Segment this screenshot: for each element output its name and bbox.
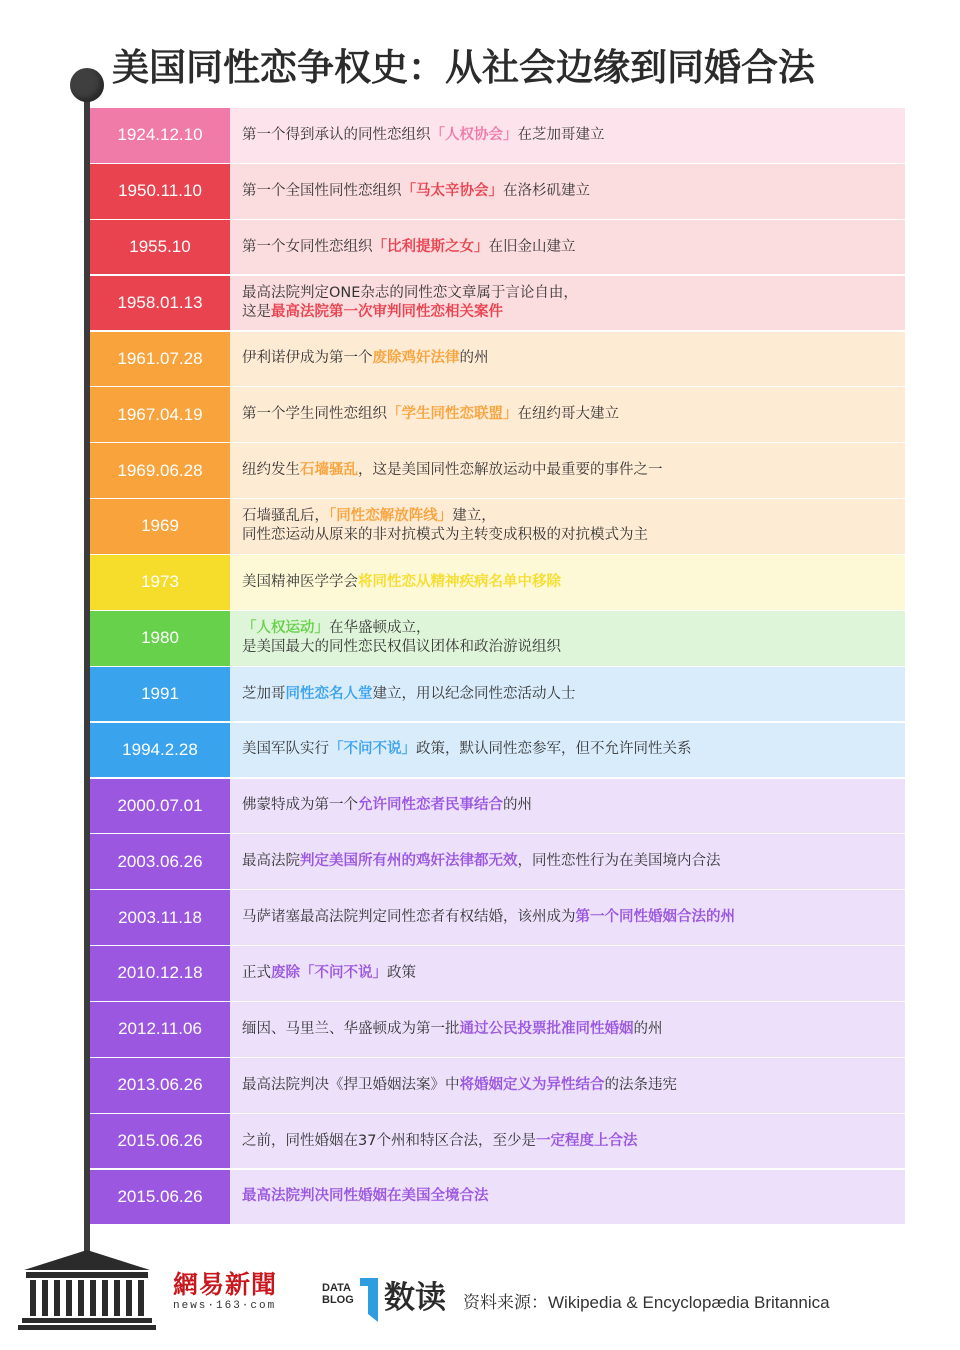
- description-line: [242, 1020, 905, 1039]
- plain-text: 第一个女同性恋组织: [242, 238, 373, 255]
- description-line: [242, 852, 905, 871]
- plain-text: 在芝加哥建立: [517, 126, 605, 143]
- highlight-text: 「人权协会」: [430, 126, 518, 143]
- event-date: 2010.12.18: [90, 946, 230, 1001]
- event-date: 1958.01.13: [90, 276, 230, 331]
- event-date: 2000.07.01: [90, 779, 230, 834]
- description-line: [242, 238, 905, 257]
- plain-text: 缅因、马里兰、华盛顿成为第一批: [242, 1020, 460, 1037]
- plain-text: 最高法院: [242, 853, 300, 870]
- event-date: 2015.06.26: [90, 1114, 230, 1169]
- timeline-row: [90, 1002, 905, 1057]
- event-date: 2003.11.18: [90, 890, 230, 945]
- event-date: 1991: [90, 667, 230, 722]
- event-description: [230, 946, 905, 1001]
- event-description: [230, 1002, 905, 1057]
- plain-text: 第一个得到承认的同性恋组织: [242, 126, 431, 143]
- event-description: [230, 332, 905, 387]
- description-line: [242, 638, 905, 657]
- event-description: [230, 276, 905, 331]
- plain-text: 是美国最大的同性恋民权倡议团体和政治游说组织: [242, 639, 561, 656]
- plain-text: 的州: [459, 350, 489, 367]
- highlight-text: 「马太辛协会」: [401, 182, 503, 199]
- plain-text: 正式: [242, 964, 271, 981]
- timeline-row: [90, 108, 905, 163]
- plain-text: 之前，同性婚姻在37个州和特区合法，至少是: [242, 1132, 536, 1149]
- plain-text: 马萨诸塞最高法院判定同性恋者有权结婚，该州成为: [242, 909, 576, 926]
- plain-text: 在华盛顿成立，: [329, 620, 431, 637]
- shudu-logo-text: 数读: [384, 1280, 446, 1316]
- timeline-row: [90, 332, 905, 387]
- event-description: [230, 1114, 905, 1169]
- event-date: 1950.11.10: [90, 164, 230, 219]
- highlight-text: 废除「不问不说」: [271, 964, 387, 981]
- highlight-text: 一定程度上合法: [535, 1132, 638, 1149]
- highlight-text: 同性恋名人堂: [285, 685, 373, 702]
- timeline-row: [90, 1114, 905, 1169]
- netease-logo-en: news·163·com: [173, 1300, 277, 1312]
- description-line: [242, 126, 905, 145]
- description-line: [242, 1187, 905, 1206]
- description-line: [242, 619, 905, 638]
- event-date: 1961.07.28: [90, 332, 230, 387]
- highlight-text: 「学生同性恋联盟」: [387, 406, 518, 423]
- event-date: 1980: [90, 611, 230, 666]
- highlight-text: 石墙骚乱: [300, 462, 358, 479]
- highlight-text: 将同性恋从精神疾病名单中移除: [358, 573, 561, 590]
- description-line: [242, 964, 905, 983]
- highlight-text: 允许同性恋者民事结合: [358, 797, 503, 814]
- event-date: 1924.12.10: [90, 108, 230, 163]
- event-date: 2003.06.26: [90, 834, 230, 889]
- plain-text: 建立，: [452, 508, 496, 525]
- description-line: [242, 740, 905, 759]
- timeline-row: [90, 555, 905, 610]
- event-description: [230, 555, 905, 610]
- timeline-row: [90, 946, 905, 1001]
- description-line: [242, 526, 905, 545]
- timeline: [90, 108, 905, 1226]
- description-line: [242, 908, 905, 927]
- plain-text: 在旧金山建立: [488, 238, 576, 255]
- event-description: [230, 1170, 905, 1225]
- highlight-text: 废除鸡奸法律: [372, 350, 460, 367]
- timeline-row: [90, 1058, 905, 1113]
- event-description: [230, 164, 905, 219]
- plain-text: 的州: [633, 1020, 663, 1037]
- highlight-text: 最高法院第一次审判同性恋相关案件: [271, 303, 503, 320]
- description-line: [242, 573, 905, 592]
- datablog-logo: [322, 1278, 457, 1326]
- description-line: [242, 461, 905, 480]
- event-description: [230, 387, 905, 442]
- timeline-row: [90, 276, 905, 331]
- plain-text: 建立，用以纪念同性恋活动人士: [372, 685, 576, 702]
- highlight-text: 第一个同性婚姻合法的州: [575, 909, 735, 926]
- event-date: 1967.04.19: [90, 387, 230, 442]
- page-title: 美国同性恋争权史：从社会边缘到同婚合法: [112, 46, 815, 89]
- highlight-text: 通过公民投票批准同性婚姻: [459, 1020, 634, 1037]
- description-line: [242, 349, 905, 368]
- timeline-row: [90, 443, 905, 498]
- timeline-row: [90, 499, 905, 554]
- description-line: [242, 1132, 905, 1151]
- plain-text: 在纽约哥大建立: [517, 406, 619, 423]
- plain-text: 美国军队实行: [242, 741, 329, 758]
- event-description: [230, 890, 905, 945]
- plain-text: 最高法院判决《捍卫婚姻法案》中: [242, 1076, 460, 1093]
- description-line: [242, 796, 905, 815]
- description-line: [242, 284, 905, 303]
- event-description: [230, 443, 905, 498]
- timeline-row: [90, 667, 905, 722]
- event-description: [230, 1058, 905, 1113]
- event-date: 1969.06.28: [90, 443, 230, 498]
- plain-text: 政策: [387, 964, 416, 981]
- event-description: [230, 667, 905, 722]
- plain-text: ，同性恋性行为在美国境内合法: [517, 853, 721, 870]
- highlight-text: 「同性恋解放阵线」: [329, 508, 453, 525]
- timeline-row: [90, 164, 905, 219]
- event-description: [230, 834, 905, 889]
- timeline-row: [90, 779, 905, 834]
- timeline-row: [90, 611, 905, 666]
- timeline-row: [90, 890, 905, 945]
- netease-logo-cn: 網易新聞: [173, 1270, 278, 1299]
- timeline-row: [90, 723, 905, 778]
- event-date: 1994.2.28: [90, 723, 230, 778]
- plain-text: 第一个全国性同性恋组织: [242, 182, 402, 199]
- description-line: [242, 685, 905, 704]
- plain-text: 第一个学生同性恋组织: [242, 406, 387, 423]
- timeline-row: [90, 387, 905, 442]
- event-date: 2015.06.26: [90, 1170, 230, 1225]
- plain-text: 的法条违宪: [604, 1076, 677, 1093]
- event-description: [230, 723, 905, 778]
- plain-text: 这是: [242, 303, 271, 320]
- plain-text: 伊利诺伊成为第一个: [242, 350, 373, 367]
- description-line: [242, 1076, 905, 1095]
- description-line: [242, 182, 905, 201]
- highlight-text: 「比利提斯之女」: [372, 238, 489, 255]
- timeline-row: [90, 834, 905, 889]
- pole-top-ball: [70, 68, 104, 102]
- highlight-text: 判定美国所有州的鸡奸法律都无效: [300, 853, 518, 870]
- event-date: 1973: [90, 555, 230, 610]
- description-line: [242, 405, 905, 424]
- plain-text: 芝加哥: [242, 685, 286, 702]
- event-date: 2012.11.06: [90, 1002, 230, 1057]
- plain-text: 最高法院判定ONE杂志的同性恋文章属于言论自由，: [242, 284, 578, 301]
- event-description: [230, 220, 905, 275]
- plain-text: 的州: [503, 797, 532, 814]
- plain-text: 在洛杉矶建立: [503, 182, 590, 199]
- event-description: [230, 611, 905, 666]
- netease-news-logo: [173, 1270, 303, 1326]
- courthouse-icon: [18, 1248, 156, 1330]
- plain-text: 纽约发生: [242, 462, 300, 479]
- datablog-line2: BLOG: [322, 1294, 354, 1306]
- source-credit: 资料来源：Wikipedia & Encyclopædia Britannica: [463, 1293, 830, 1312]
- description-line: [242, 303, 905, 322]
- highlight-text: 「不问不说」: [329, 741, 416, 758]
- event-description: [230, 499, 905, 554]
- event-date: 1969: [90, 499, 230, 554]
- plain-text: 同性恋运动从原来的非对抗模式为主转变成积极的对抗模式为主: [242, 527, 648, 544]
- datablog-bracket-icon: [360, 1278, 378, 1322]
- description-line: [242, 507, 905, 526]
- plain-text: 美国精神医学学会: [242, 573, 358, 590]
- event-description: [230, 108, 905, 163]
- highlight-text: 「人权运动」: [242, 620, 329, 637]
- plain-text: 佛蒙特成为第一个: [242, 797, 358, 814]
- plain-text: 政策，默认同性恋参军，但不允许同性关系: [416, 741, 692, 758]
- plain-text: ，这是美国同性恋解放运动中最重要的事件之一: [358, 462, 663, 479]
- datablog-line1: DATA: [322, 1282, 351, 1294]
- highlight-text: 最高法院判决同性婚姻在美国全境合法: [242, 1188, 489, 1205]
- timeline-row: [90, 1170, 905, 1225]
- timeline-row: [90, 220, 905, 275]
- event-date: 1955.10: [90, 220, 230, 275]
- event-description: [230, 779, 905, 834]
- plain-text: 石墙骚乱后，: [242, 508, 329, 525]
- event-date: 2013.06.26: [90, 1058, 230, 1113]
- highlight-text: 将婚姻定义为异性结合: [459, 1076, 605, 1093]
